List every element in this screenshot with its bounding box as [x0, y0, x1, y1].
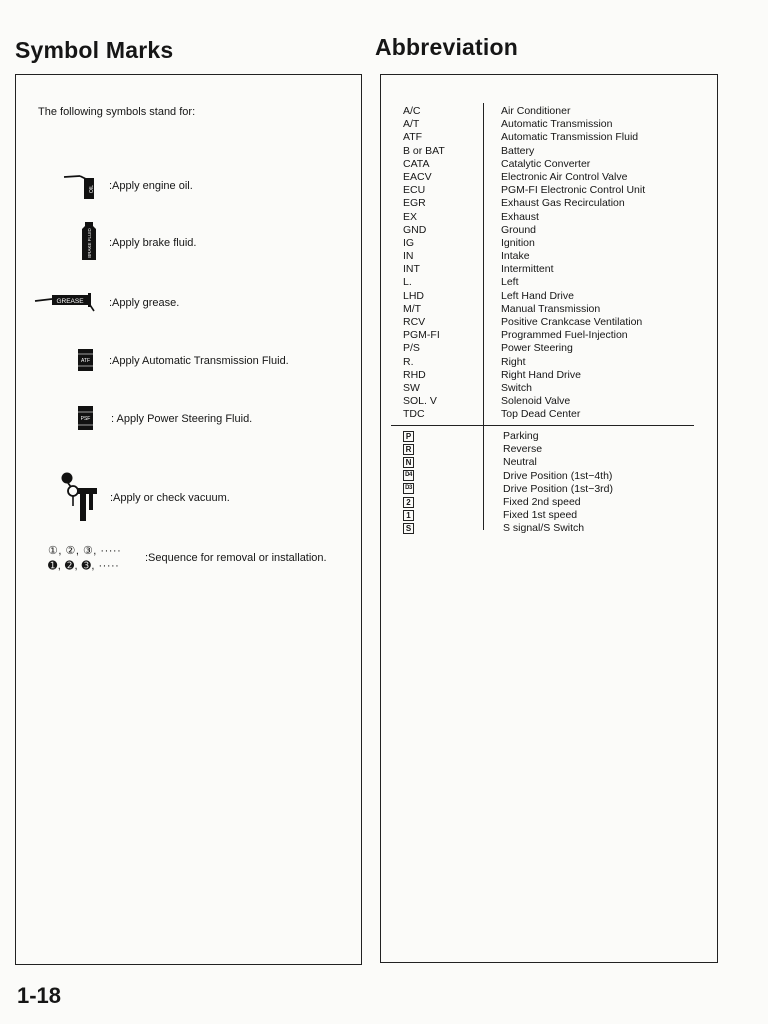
gear-position-symbol: D4 — [403, 470, 414, 481]
abbreviation-row — [403, 276, 645, 289]
abbreviation-row — [403, 237, 645, 250]
gear-position-list — [403, 430, 613, 536]
abbreviation-meaning: Right — [501, 355, 526, 368]
grease-label: :Apply grease. — [109, 297, 180, 309]
gear-position-meaning: Fixed 2nd speed — [503, 495, 581, 508]
brake-fluid-label: :Apply brake fluid. — [109, 237, 197, 249]
symbols-intro-text: The following symbols stand for: — [38, 106, 196, 118]
abbreviation-row — [403, 131, 645, 144]
abbreviation-row — [403, 158, 645, 171]
abbreviation-term: INT — [403, 263, 420, 276]
svg-text:ATF: ATF — [80, 358, 91, 364]
symbol-row-brake-fluid — [16, 221, 356, 261]
gear-position-symbol: D3 — [403, 483, 414, 494]
abbreviation-meaning: Intake — [501, 250, 530, 263]
abbreviation-term: SW — [403, 381, 420, 394]
abbreviation-term: EX — [403, 210, 418, 223]
abbreviation-row — [403, 356, 645, 369]
abbreviation-term: M/T — [403, 302, 422, 315]
abbreviation-term: CATA — [403, 157, 430, 170]
gear-position-row — [403, 443, 613, 456]
gear-position-symbol: P — [403, 431, 414, 442]
abbreviation-meaning: Positive Crankcase Ventilation — [501, 316, 643, 328]
atf-container-icon — [77, 347, 94, 373]
gear-position-row — [403, 470, 613, 483]
abbreviation-row — [403, 118, 645, 131]
abbreviation-meaning: Solenoid Valve — [501, 395, 571, 408]
abbreviation-row — [403, 171, 645, 184]
abbreviation-meaning: Ground — [501, 223, 537, 236]
abbreviation-meaning: Power Steering — [501, 342, 573, 355]
gear-position-row — [403, 483, 613, 496]
abbreviation-term: ATF — [403, 131, 423, 144]
vacuum-pump-icon — [59, 469, 99, 525]
abbreviation-row — [403, 197, 645, 210]
abbreviation-row — [403, 329, 645, 342]
gear-position-row — [403, 522, 613, 535]
gear-position-symbol-cell — [403, 483, 503, 496]
abbreviation-meaning: Air Conditioner — [501, 105, 571, 117]
abbreviation-term: PGM-FI — [403, 329, 440, 342]
gear-position-symbol: R — [403, 444, 414, 455]
gear-position-symbol-cell — [403, 430, 503, 443]
abbreviation-panel — [380, 74, 718, 963]
gear-position-row — [403, 430, 613, 443]
abbreviation-term: EACV — [403, 170, 432, 183]
abbreviation-row — [403, 250, 645, 263]
abbreviation-term: RHD — [403, 368, 426, 381]
abbreviation-row — [403, 184, 645, 197]
gear-position-row — [403, 496, 613, 509]
engine-oil-can-icon — [62, 171, 102, 201]
abbreviation-meaning: Battery — [501, 144, 535, 157]
abbreviation-term: SOL. V — [403, 395, 437, 408]
abbreviation-row — [403, 145, 645, 158]
brake-fluid-bottle-icon — [79, 221, 99, 261]
gear-position-symbol: 1 — [403, 510, 414, 521]
abbreviation-term: L. — [403, 276, 412, 289]
vacuum-label: :Apply or check vacuum. — [110, 492, 230, 504]
abbreviation-row — [403, 105, 645, 118]
abbreviation-row — [403, 408, 645, 421]
grease-gun-icon — [34, 289, 96, 313]
sequence-outline-numbers: ①, ②, ③, ····· — [48, 545, 122, 557]
svg-text:BRAKE FLUID: BRAKE FLUID — [87, 228, 92, 258]
gear-position-symbol-cell — [403, 470, 503, 483]
symbol-marks-panel — [15, 74, 362, 965]
abbreviation-term: IG — [403, 236, 415, 249]
abbreviation-row — [403, 369, 645, 382]
abbreviation-meaning: Left — [501, 276, 519, 289]
gear-position-symbol: N — [403, 457, 414, 468]
abbreviation-row — [403, 382, 645, 395]
gear-position-row — [403, 456, 613, 469]
abbreviation-meaning: Intermittent — [501, 263, 554, 276]
abbreviation-meaning: Ignition — [501, 236, 535, 249]
symbol-row-atf — [16, 347, 356, 387]
abbreviation-term: ECU — [403, 184, 426, 197]
abbreviation-row — [403, 211, 645, 224]
abbreviation-term: RCV — [403, 316, 426, 328]
abbreviation-term: A/T — [403, 118, 420, 131]
page-number: 1-18 — [17, 983, 62, 1008]
gear-position-symbol-cell — [403, 522, 503, 535]
gear-position-meaning: Drive Position (1st−4th) — [503, 469, 613, 482]
abbreviation-meaning: Switch — [501, 381, 532, 394]
abbreviation-title: Abbreviation — [375, 34, 518, 60]
abbreviation-meaning: Electronic Air Control Valve — [501, 170, 628, 183]
abbreviation-term: B or BAT — [403, 144, 445, 157]
gear-position-symbol-cell — [403, 456, 503, 469]
abbreviation-term: GND — [403, 223, 427, 236]
abbreviation-term: TDC — [403, 408, 425, 421]
abbreviation-list — [403, 105, 645, 422]
abbreviation-meaning: Right Hand Drive — [501, 368, 581, 381]
gear-position-meaning: Fixed 1st speed — [503, 509, 578, 522]
abbreviation-meaning: Exhaust — [501, 210, 539, 223]
sequence-label: :Sequence for removal or installation. — [145, 552, 327, 564]
symbol-row-vacuum — [16, 469, 356, 525]
abbreviation-meaning: Exhaust Gas Recirculation — [501, 197, 625, 210]
abbreviation-term: A/C — [403, 105, 421, 117]
sequence-filled-numbers: ➊, ➋, ➌, ····· — [48, 560, 120, 572]
gear-position-symbol-cell — [403, 509, 503, 522]
svg-text:OIL: OIL — [89, 184, 95, 194]
atf-label: :Apply Automatic Transmission Fluid. — [109, 355, 289, 367]
gear-position-symbol: 2 — [403, 497, 414, 508]
abbreviation-meaning: Automatic Transmission — [501, 118, 613, 131]
symbol-row-psf — [16, 404, 356, 444]
abbreviation-row — [403, 395, 645, 408]
abbreviation-term: P/S — [403, 342, 420, 355]
abbreviation-meaning: Programmed Fuel-Injection — [501, 329, 628, 342]
svg-text:PSF: PSF — [80, 416, 91, 422]
gear-position-symbol-cell — [403, 496, 503, 509]
abbreviation-row — [403, 224, 645, 237]
svg-text:GREASE: GREASE — [56, 298, 84, 305]
abbreviation-term: R. — [403, 355, 414, 368]
abbreviation-row — [403, 303, 645, 316]
abbreviation-meaning: Catalytic Converter — [501, 157, 591, 170]
abbreviation-meaning: Top Dead Center — [501, 408, 581, 421]
abbreviation-row — [403, 342, 645, 355]
symbol-row-engine-oil — [16, 171, 356, 211]
abbreviation-meaning: Manual Transmission — [501, 302, 601, 315]
psf-container-icon — [77, 404, 94, 432]
abbreviation-meaning: Automatic Transmission Fluid — [501, 131, 639, 144]
gear-position-symbol: S — [403, 523, 414, 534]
symbol-marks-title: Symbol Marks — [15, 37, 174, 63]
gear-position-meaning: Reverse — [503, 443, 543, 456]
abbreviation-term: IN — [403, 250, 414, 263]
abbreviation-meaning: Left Hand Drive — [501, 289, 574, 302]
abbreviation-row — [403, 290, 645, 303]
engine-oil-label: :Apply engine oil. — [109, 180, 193, 192]
gear-position-symbol-cell — [403, 443, 503, 456]
gear-position-meaning: S signal/S Switch — [503, 522, 585, 535]
gear-position-meaning: Neutral — [503, 456, 537, 469]
gear-position-row — [403, 509, 613, 522]
abbreviation-term: LHD — [403, 289, 425, 302]
symbol-row-grease — [16, 287, 356, 327]
abbreviation-term: EGR — [403, 197, 426, 210]
abbreviation-row — [403, 316, 645, 329]
abbreviation-row — [403, 263, 645, 276]
gear-position-meaning: Drive Position (1st−3rd) — [503, 482, 613, 495]
section-divider — [391, 425, 694, 426]
abbreviation-meaning: PGM-FI Electronic Control Unit — [501, 184, 646, 197]
gear-position-meaning: Parking — [503, 430, 539, 442]
psf-label: : Apply Power Steering Fluid. — [111, 413, 253, 425]
